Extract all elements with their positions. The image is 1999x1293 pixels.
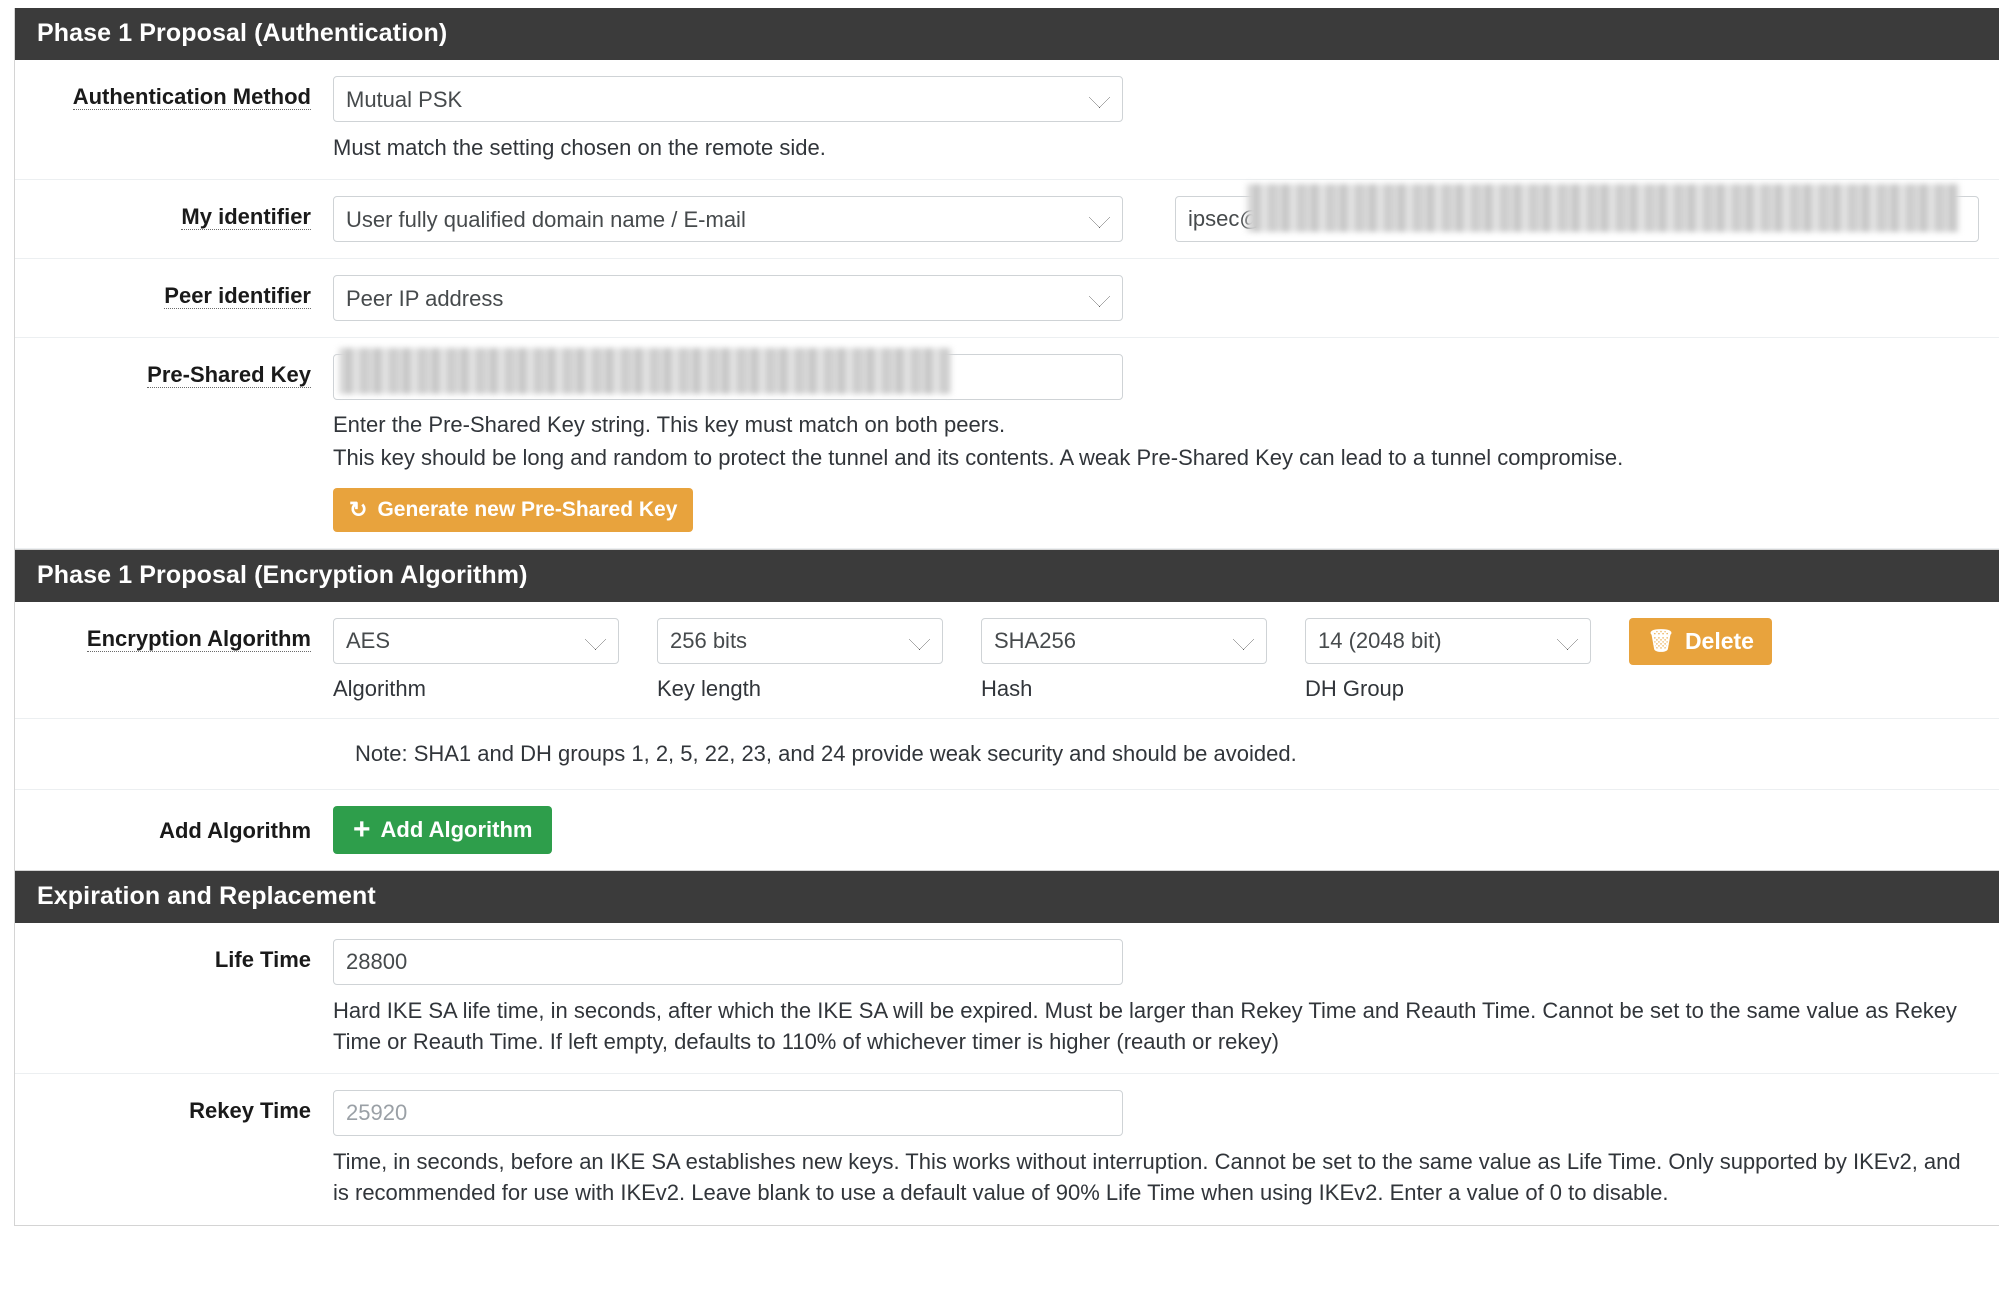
- refresh-icon: ↻: [349, 496, 368, 522]
- algorithm-cell: [333, 618, 619, 702]
- panel-heading-phase1-authentication: Phase 1 Proposal (Authentication): [15, 8, 1999, 60]
- help-authentication-method: Must match the setting chosen on the remote side.: [333, 135, 826, 160]
- plus-icon: +: [353, 813, 371, 847]
- hash-cell: [981, 618, 1267, 702]
- panel-heading-phase1-encryption: Phase 1 Proposal (Encryption Algorithm): [15, 550, 1999, 602]
- row-encryption-algorithm: [15, 602, 1999, 718]
- dh-group-select[interactable]: [1305, 618, 1591, 664]
- row-life-time: [15, 923, 1999, 1074]
- label-rekey-time: Rekey Time: [189, 1098, 311, 1124]
- row-my-identifier: [15, 180, 1999, 259]
- life-time-input[interactable]: [333, 939, 1123, 985]
- add-algorithm-label: Add Algorithm: [380, 816, 533, 842]
- label-my-identifier: [15, 196, 333, 230]
- key-length-sublabel: Key length: [657, 675, 761, 701]
- my-identifier-type-select[interactable]: [333, 196, 1123, 242]
- label-peer-identifier-text: Peer identifier: [164, 283, 311, 309]
- help-rekey-time: Time, in seconds, before an IKE SA establishes new keys. This works without interruption. Cannot be set to the same value as Life Time. Only supported by IKEv2, and is recommended for use with IKEv2. Leave blank to use a default value of 90% Life Time when using IKEv2. Enter a value of 0 to disable.: [333, 1149, 1961, 1206]
- label-authentication-method: [15, 76, 333, 110]
- field-add-algorithm: [333, 806, 1999, 854]
- row-pre-shared-key: [15, 338, 1999, 548]
- help-pre-shared-key-line2: This key should be long and random to protect the tunnel and its contents. A weak Pre-Shared Key can lead to a tunnel compromise.: [333, 445, 1624, 471]
- row-authentication-method: [15, 60, 1999, 180]
- help-life-time: Hard IKE SA life time, in seconds, after which the IKE SA will be expired. Must be larger than Rekey Time and Reauth Time. Cannot be set to the same value as Rekey Time or Reauth Time. If left empty, defaults to 110% of whichever timer is higher (reauth or rekey): [333, 997, 1957, 1054]
- row-add-algorithm: [15, 790, 1999, 870]
- field-peer-identifier: [333, 275, 1999, 321]
- delete-algorithm-label: Delete: [1684, 627, 1754, 654]
- panel-expiration-replacement: [14, 871, 1999, 1226]
- key-length-select[interactable]: [657, 618, 943, 664]
- my-identifier-controls: [333, 196, 1979, 242]
- algorithm-sublabel: Algorithm: [333, 675, 426, 701]
- field-authentication-method: [333, 76, 1999, 163]
- add-algorithm-button[interactable]: [333, 806, 552, 854]
- generate-pre-shared-key-label: Generate new Pre-Shared Key: [377, 498, 678, 522]
- hash-sublabel: Hash: [981, 675, 1033, 701]
- authentication-method-select[interactable]: [333, 76, 1123, 122]
- field-rekey-time: [333, 1090, 1999, 1208]
- row-rekey-time: [15, 1074, 1999, 1224]
- panel-phase1-authentication: [14, 8, 1999, 550]
- rekey-time-input[interactable]: [333, 1090, 1123, 1136]
- generate-pre-shared-key-button[interactable]: [333, 488, 693, 532]
- field-my-identifier: [333, 196, 1999, 242]
- delete-algorithm-cell: [1629, 618, 1772, 665]
- label-life-time: Life Time: [214, 946, 311, 972]
- label-authentication-method-text: Authentication Method: [72, 84, 311, 109]
- panel-heading-expiration-replacement: Expiration and Replacement: [15, 871, 1999, 923]
- trash-icon: 🗑: [1647, 628, 1675, 654]
- field-encryption-algorithm: [333, 618, 1999, 702]
- delete-algorithm-button[interactable]: [1629, 618, 1772, 665]
- label-peer-identifier: [15, 275, 333, 309]
- panel-body-expiration-replacement: [15, 923, 1999, 1225]
- help-pre-shared-key-line1: Enter the Pre-Shared Key string. This key must match on both peers.: [333, 412, 1006, 438]
- dh-group-cell: [1305, 618, 1591, 702]
- dh-group-sublabel: DH Group: [1305, 675, 1405, 701]
- my-identifier-value-wrap: [1175, 196, 1979, 242]
- hash-select[interactable]: [981, 618, 1267, 664]
- row-peer-identifier: [15, 259, 1999, 338]
- key-length-cell: [657, 618, 943, 702]
- algorithm-select[interactable]: [333, 618, 619, 664]
- field-pre-shared-key: [333, 354, 1999, 531]
- label-my-identifier-text: My identifier: [181, 204, 311, 230]
- encryption-algorithm-row: [333, 618, 1979, 702]
- field-life-time: [333, 939, 1999, 1057]
- panel-phase1-encryption: [14, 550, 1999, 871]
- encryption-algorithm-note: Note: SHA1 and DH groups 1, 2, 5, 22, 23, and 24 provide weak security and should be avoided.: [15, 718, 1999, 790]
- panel-body-phase1-encryption: [15, 602, 1999, 870]
- pre-shared-key-input-wrap: [333, 354, 1123, 400]
- label-add-algorithm: Add Algorithm: [159, 817, 311, 843]
- label-encryption-algorithm: [15, 618, 333, 652]
- panel-body-phase1-authentication: [15, 60, 1999, 549]
- my-identifier-value-input[interactable]: [1175, 196, 1979, 242]
- label-pre-shared-key-text: Pre-Shared Key: [147, 362, 311, 388]
- page-top-spacer: [14, 0, 1999, 8]
- peer-identifier-type-select[interactable]: [333, 275, 1123, 321]
- label-pre-shared-key: [15, 354, 333, 388]
- pre-shared-key-input[interactable]: [333, 354, 1123, 400]
- label-encryption-algorithm-text: Encryption Algorithm: [86, 625, 311, 651]
